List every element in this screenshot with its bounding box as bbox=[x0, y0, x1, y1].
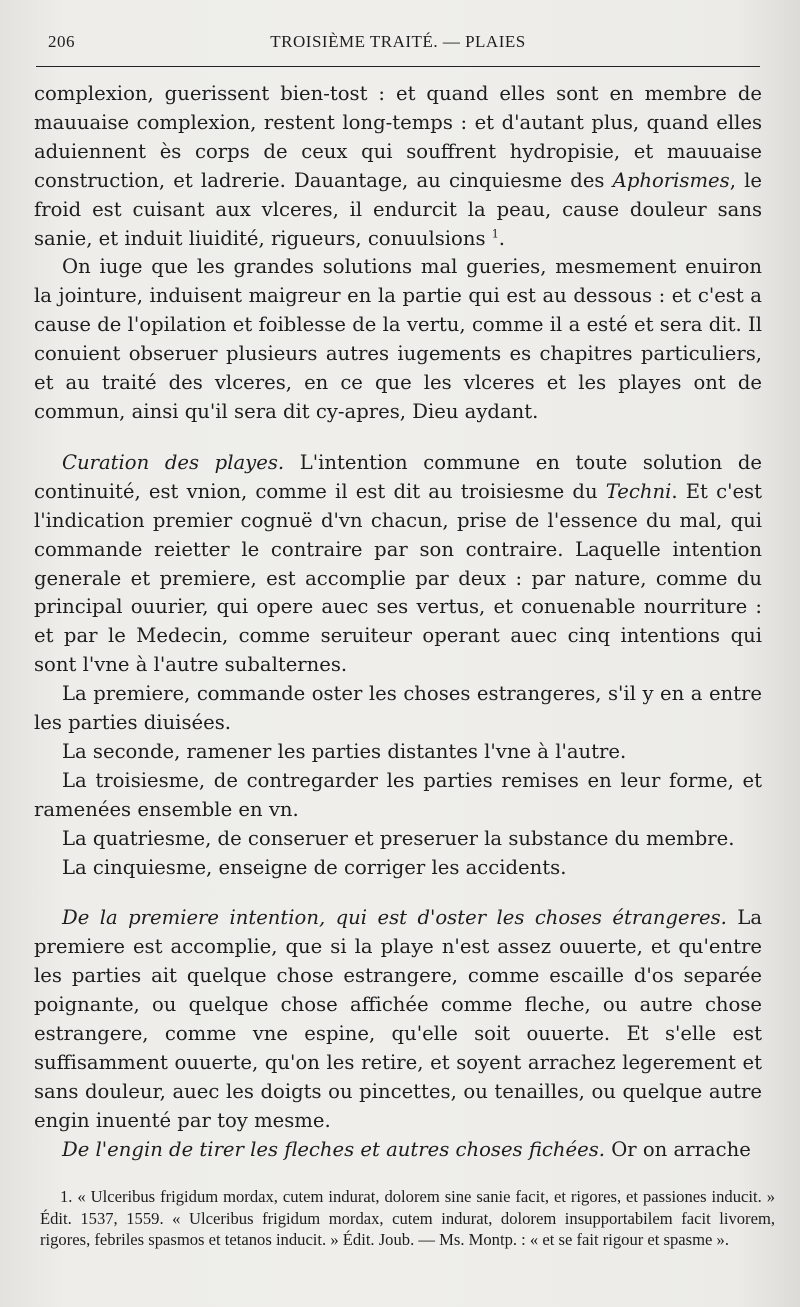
footnote-1: 1. « Ulceribus frigidum mordax, cutem indurat, dolorem sine sanie facit, et rigores, et passiones inducit. » Édit. 1537, 1559. « Ulceribus frigidum mordax, cutem indurat, dolorem insupportabilem facit livorem, rigores, febriles spasmos et tetanos inducit. » Édit. Joub. — Ms. Montp. : « et se fait rigour et spasme ». bbox=[40, 1187, 775, 1249]
running-title: TROISIÈME TRAITÉ. — PLAIES bbox=[270, 32, 526, 51]
italic-reference: Aphorismes bbox=[612, 168, 730, 192]
paragraph-first-intention bbox=[34, 904, 762, 1135]
paragraph-arrow-extraction bbox=[34, 1136, 762, 1165]
paragraph-text: . bbox=[498, 226, 505, 250]
paragraph-prognosis-end bbox=[34, 80, 762, 253]
paragraph-text: L'intention commune en toute solution de continuité, est vnion, comme il est dit au troisiesme du bbox=[34, 450, 762, 503]
paragraph-text: La premiere est accomplie, que si la playe n'est assez ouuerte, et qu'entre les parties ait quelque chose estrangere, comme escaille d'os separée poignante, ou quelque chose affichée comme fleche, ou autre chose estrangere, comme vne espine, qu'elle soit ouuerte. Et s'elle est suffisamment ouuerte, qu'on les retire, et soyent arrachez legerement et sans douleur, auec les doigts ou pincettes, ou tenailles, ou quelque autre engin inuenté par toy mesme. bbox=[34, 906, 763, 1132]
paragraph-intention-4: La quatriesme, de conseruer et preseruer la substance du membre. bbox=[62, 826, 735, 850]
paragraph-judgement: On iuge que les grandes solutions mal gueries, mesmement enuiron la jointure, induisent maigreur en la partie qui est au dessous : et c'est a cause de l'opilation et foiblesse de la vertu, comme il a esté et sera dit. Il conuient obseruer plusieurs autres iugements es chapitres particuliers, et au traité des vlceres, en ce que les vlceres et les playes ont de commun, ainsi qu'il sera dit cy-apres, Dieu aydant. bbox=[34, 255, 762, 423]
italic-reference: Techni bbox=[605, 479, 672, 503]
paragraph-intention-3: La troisiesme, de contregarder les parties remises en leur forme, et ramenées ensemble en vn. bbox=[34, 768, 762, 821]
footnotes bbox=[40, 1186, 775, 1251]
main-text bbox=[34, 80, 762, 1165]
paragraph-intention-1: La premiere, commande oster les choses estrangeres, s'il y en a entre les parties diuisées. bbox=[34, 682, 762, 735]
paragraph-text: complexion, guerissent bien-tost : et quand elles sont en membre de mauuaise complexion, restent long-temps : et d'autant plus, quand elles aduiennent ès corps de ceux qui souffrent hydropisie, et mauuaise construction, et ladrerie. Dauantage, au cinquiesme des bbox=[34, 82, 762, 192]
section-heading-arrows: De l'engin de tirer les fleches et autres choses fichées. bbox=[62, 1137, 605, 1161]
paragraph-text: . Et c'est l'indication premier cognuë d'vn chacun, prise de l'essence du mal, qui commande reietter le contraire par son contraire. Laquelle intention generale et premiere, est accomplie par deux : par nature, comme du principal ouurier, qui opere auec ses vertus, et conuenable nourriture : et par le Medecin, comme seruiteur operant auec cinq intentions qui sont l'vne à l'autre subalternes. bbox=[34, 479, 762, 677]
page-header bbox=[36, 30, 760, 58]
paragraph-text: Or on arrache bbox=[604, 1137, 751, 1161]
section-heading-first-intention: De la premiere intention, qui est d'oster les choses étrangeres. bbox=[62, 906, 727, 930]
paragraph-text: , le froid est cuisant aux vlceres, il endurcit la peau, cause douleur sans sanie, et induit liuidité, rigueurs, conuulsions bbox=[34, 168, 762, 250]
footnote-marker: 1 bbox=[491, 227, 499, 240]
paragraph-curation bbox=[34, 449, 762, 680]
paragraph-intention-5: La cinquiesme, enseigne de corriger les accidents. bbox=[62, 855, 567, 879]
section-heading-curation: Curation des playes. bbox=[62, 450, 285, 474]
paragraph-intention-2: La seconde, ramener les parties distantes l'vne à l'autre. bbox=[62, 739, 627, 763]
page-number: 206 bbox=[48, 32, 75, 51]
header-rule bbox=[36, 66, 760, 67]
